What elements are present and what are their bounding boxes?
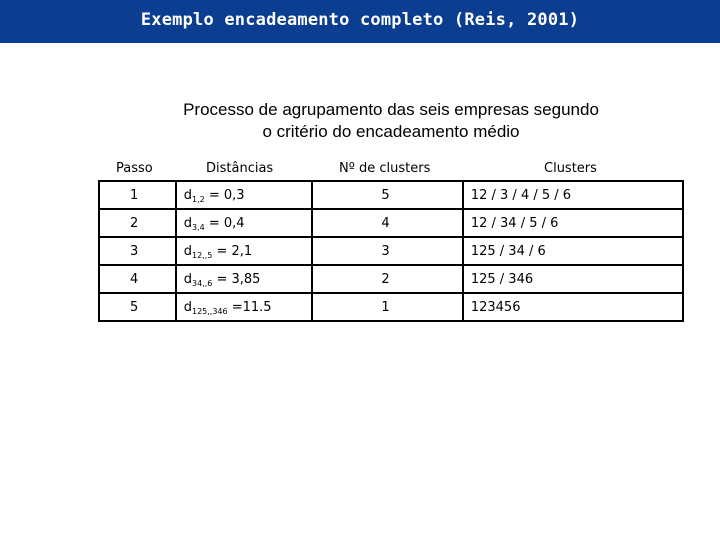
distance-symbol: d [183, 299, 192, 315]
distance-symbol: d [183, 243, 192, 259]
cell-passo: 4 [99, 265, 176, 293]
cell-passo: 3 [99, 237, 176, 265]
table-row [99, 293, 683, 321]
caption-line-1: Processo de agrupamento das seis empresas segundo [183, 100, 599, 119]
cell-clusters: 125 / 346 [463, 265, 683, 293]
distance-symbol: d [183, 215, 192, 231]
caption-line-2: o critério do encadeamento médio [262, 122, 520, 141]
cell-n-clusters: 3 [312, 237, 462, 265]
cell-n-clusters: 4 [312, 209, 462, 237]
cell-n-clusters: 5 [312, 181, 462, 209]
distance-value: = 0,3 [204, 187, 245, 203]
table-caption [100, 99, 682, 143]
cell-clusters: 125 / 34 / 6 [463, 237, 683, 265]
distance-value: = 0,4 [204, 215, 245, 231]
cell-clusters: 12 / 34 / 5 / 6 [463, 209, 683, 237]
table-row [99, 181, 683, 209]
cell-clusters: 123456 [463, 293, 683, 321]
cell-distancia [176, 237, 313, 265]
distance-subscript: 125,,346 [191, 306, 228, 316]
distance-subscript: 12,,5 [191, 250, 213, 260]
table-header [99, 158, 683, 182]
table-row [99, 209, 683, 237]
distance-subscript: 3,4 [191, 222, 205, 232]
cell-passo: 5 [99, 293, 176, 321]
header-n-clusters: Nº de clusters [339, 161, 431, 176]
distance-value: = 3,85 [212, 271, 261, 287]
distance-symbol: d [183, 187, 192, 203]
distance-subscript: 34,,6 [191, 278, 213, 288]
cell-passo: 1 [99, 181, 176, 209]
cell-distancia [176, 293, 313, 321]
cell-n-clusters: 1 [312, 293, 462, 321]
title-bar [0, 0, 720, 43]
distance-value: =11.5 [227, 299, 272, 315]
cell-clusters: 12 / 3 / 4 / 5 / 6 [463, 181, 683, 209]
cell-n-clusters: 2 [312, 265, 462, 293]
header-clusters: Clusters [544, 161, 597, 176]
header-passo: Passo [116, 161, 153, 176]
table-row [99, 265, 683, 293]
distance-symbol: d [183, 271, 192, 287]
slide-title: Exemplo encadeamento completo (Reis, 2001) [140, 9, 580, 30]
cell-distancia [176, 265, 313, 293]
cell-distancia [176, 209, 313, 237]
header-distancias: Distâncias [206, 161, 274, 176]
clustering-table [98, 180, 684, 322]
distance-value: = 2,1 [212, 243, 253, 259]
cell-passo: 2 [99, 209, 176, 237]
cell-distancia [176, 181, 313, 209]
distance-subscript: 1,2 [191, 194, 205, 204]
table-row [99, 237, 683, 265]
